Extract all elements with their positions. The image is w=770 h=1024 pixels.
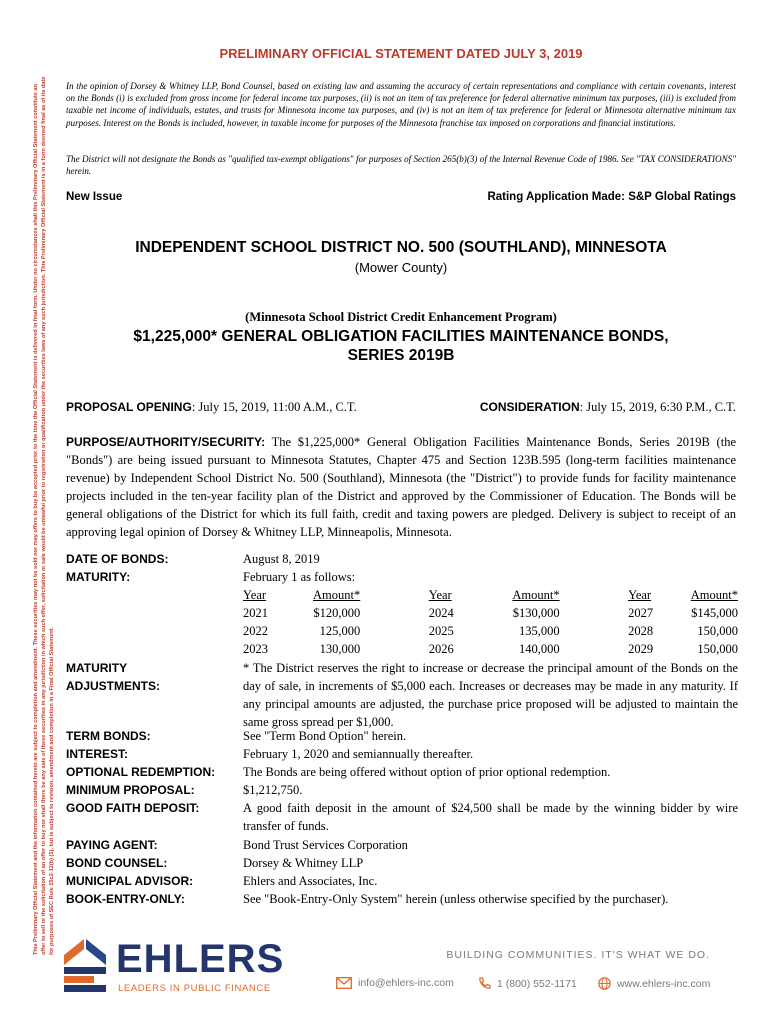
purpose-paragraph (66, 433, 736, 542)
date-label: DATE OF BONDS: (66, 552, 169, 566)
amount-header: Amount* (512, 587, 560, 602)
maturity-year: 2026 (428, 642, 454, 657)
bond-counsel-value: Dorsey & Whitney LLP (243, 856, 364, 870)
year-header: Year (628, 587, 652, 602)
maturity-year: 2029 (628, 642, 654, 657)
paying-agent-value: Bond Trust Services Corporation (243, 838, 408, 852)
program-name: (Minnesota School District Credit Enhancement Program) (245, 310, 557, 324)
maturity-year: 2022 (243, 624, 268, 639)
maturity-amount: 150,000 (697, 642, 738, 657)
municipal-advisor-value: Ehlers and Associates, Inc. (243, 874, 378, 888)
maturity-label: MATURITY: (66, 570, 131, 584)
rating-note: Rating Application Made: S&P Global Ratings (487, 191, 736, 203)
footer (60, 933, 740, 1003)
deposit-label: GOOD FAITH DEPOSIT: (66, 801, 200, 815)
web-text[interactable]: www.ehlers-inc.com (617, 977, 711, 990)
maturity-year: 2028 (628, 624, 654, 639)
maturity-table (243, 586, 738, 658)
amount-header: Amount* (690, 587, 738, 602)
maturity-year: 2024 (428, 606, 454, 621)
tax-designation-paragraph: The District will not designate the Bonds as "qualified tax-exempt obligations" for purposes of Section 265(b)(3) of the Internal Revenue Code of 1986. See "TAX CONSIDERATIONS" herein. (66, 154, 736, 177)
maturity-row (243, 604, 738, 622)
side-disclaimer-text: This Preliminary Official Statement and the information contained herein are subject to completion and amendment. These securities may not be sold nor may offers to buy be accepted prior to the time the Official Statement is delivered in final form. Under no circumstances shall this Preliminary Official Statement constitute an offer to sell or the solicitation of an offer to buy nor shall there be any sale of these securities in any jurisdiction in which such offer, solicitation or sale would be unlawful prior to registration or qualification under the securities laws of any such jurisdiction. This Preliminary Official Statement is in a form deemed final as of its date for purposes of SEC Rule 15c2-12(b) (1), but is subject to revision, amendment and completion in a Final Official Statement. (33, 76, 55, 955)
maturity-amount: $120,000 (313, 606, 361, 621)
book-entry-label: BOOK-ENTRY-ONLY: (66, 892, 185, 906)
interest-label: INTEREST: (66, 747, 129, 761)
bonds-title-line-1: $1,225,000* GENERAL OBLIGATION FACILITIES MAINTENANCE BONDS, (133, 328, 669, 345)
adjustments-value: * The District reserves the right to increase or decrease the principal amount of the Bonds on the day of sale, in increments of $5,000 each. Increases or decreases may be made in any maturity. If any principal amounts are adjusted, the purchase price proposed will be adjusted to maintain the same gross spread per $1,000. (243, 661, 738, 730)
phone-text[interactable]: 1 (800) 552-1171 (497, 977, 577, 990)
paying-agent-label: PAYING AGENT: (66, 838, 158, 852)
maturity-amount: 140,000 (518, 642, 560, 657)
email-text[interactable]: info@ehlers-inc.com (358, 977, 454, 989)
proposal-row (66, 400, 736, 415)
maturity-row (243, 622, 738, 640)
bond-counsel-label: BOND COUNSEL: (66, 856, 168, 870)
maturity-amount: 125,000 (319, 624, 361, 639)
maturity-amount: $145,000 (691, 606, 738, 621)
maturity-row (243, 640, 738, 658)
globe-icon (598, 977, 611, 990)
maturity-amount: 135,000 (518, 624, 560, 639)
document-title: PRELIMINARY OFFICIAL STATEMENT DATED JULY 3, 2019 (219, 46, 583, 61)
consideration (480, 400, 736, 415)
purpose-text: The $1,225,000* General Obligation Facilities Maintenance Bonds, Series 2019B (the "Bonds") are being issued pursuant to Minnesota Statutes, Chapter 475 and Section 123B.595 (long-term facilities maintenance revenue) by Independent School District No. 500 (Southland), Minnesota (the "District") to provide funds for facility maintenance projects included in the ten-year facility plan of the District and approved by the Commissioner of Education. The Bonds will be general obligations of the District for which its full faith, credit and taxing powers are pledged. Delivery is subject to receipt of an approving legal opinion of Dorsey & Whitney LLP, Minneapolis, Minnesota. (66, 435, 736, 540)
logo-wordmark: EHLERS (116, 937, 285, 981)
adjustments-label-line-1: MATURITY (66, 661, 128, 675)
side-disclaimer (0, 0, 62, 1024)
amount-header: Amount* (313, 587, 361, 602)
redemption-value: The Bonds are being offered without option of prior optional redemption. (243, 765, 611, 779)
maturity-value: February 1 as follows: (243, 570, 356, 584)
proposal-label: PROPOSAL OPENING (66, 400, 192, 414)
logo-tagline: LEADERS IN PUBLIC FINANCE (118, 983, 271, 994)
phone-icon (478, 977, 491, 990)
purpose-label: PURPOSE/AUTHORITY/SECURITY: (66, 435, 266, 449)
minimum-proposal-label: MINIMUM PROPOSAL: (66, 783, 195, 797)
consideration-label: CONSIDERATION (479, 400, 580, 414)
issue-type: New Issue (66, 191, 123, 203)
municipal-advisor-label: MUNICIPAL ADVISOR: (66, 874, 194, 888)
maturity-amount: $130,000 (512, 606, 560, 621)
maturity-amount: 130,000 (319, 642, 361, 657)
date-value: August 8, 2019 (243, 552, 320, 566)
contact-phone[interactable] (478, 977, 577, 990)
term-bonds-label: TERM BONDS: (66, 729, 151, 743)
minimum-proposal-value: $1,212,750. (243, 783, 303, 797)
issue-row (66, 191, 736, 203)
maturity-header-row (243, 586, 738, 604)
district-name: INDEPENDENT SCHOOL DISTRICT NO. 500 (SOUTHLAND), MINNESOTA (135, 239, 667, 256)
maturity-year: 2021 (243, 606, 268, 621)
maturity-amount: 150,000 (697, 624, 738, 639)
motto: BUILDING COMMUNITIES. IT'S WHAT WE DO. (446, 949, 710, 961)
ehlers-logo-icon (60, 935, 110, 993)
adjustments-label-line-2: ADJUSTMENTS: (66, 679, 161, 694)
tax-opinion-paragraph: In the opinion of Dorsey & Whitney LLP, Bond Counsel, based on existing law and assuming the accuracy of certain representations and compliance with certain covenants, interest on the Bonds (i) is excluded from gross income for federal income tax purposes, (ii) is not an item of tax preference for federal alternative minimum tax purposes, (iii) is excluded from taxable net income of individuals, estates, and trusts for Minnesota income tax purposes, and (iv) is not an item of tax preference for federal or Minnesota alternative minimum tax purposes. Interest on the Bonds is included, however, in taxable income for purposes of the Minnesota franchise tax imposed on corporations and financial institutions. (66, 81, 736, 128)
contact-email[interactable] (336, 977, 454, 989)
book-entry-value: See "Book-Entry-Only System" herein (unless otherwise specified by the purchaser). (243, 892, 669, 906)
maturity-year: 2027 (628, 606, 654, 621)
bonds-title-line-2: SERIES 2019B (347, 347, 455, 364)
contact-web[interactable] (598, 977, 710, 990)
term-bonds-value: See "Term Bond Option" herein. (243, 729, 407, 743)
bonds-title (66, 327, 736, 365)
mail-icon (336, 977, 352, 989)
proposal-opening (66, 400, 357, 415)
year-header: Year (428, 587, 452, 602)
maturity-year: 2023 (243, 642, 268, 657)
consideration-value: : July 15, 2019, 6:30 P.M., C.T. (579, 400, 736, 414)
redemption-label: OPTIONAL REDEMPTION: (66, 765, 216, 779)
adjustments-label (66, 659, 244, 695)
year-header: Year (243, 587, 267, 602)
deposit-value: A good faith deposit in the amount of $24,500 shall be made by the winning bidder by wire transfer of funds. (243, 801, 738, 834)
county-name: (Mower County) (354, 260, 448, 275)
proposal-value: : July 15, 2019, 11:00 A.M., C.T. (191, 400, 357, 414)
interest-value: February 1, 2020 and semiannually thereafter. (243, 747, 474, 761)
maturity-year: 2025 (428, 624, 454, 639)
